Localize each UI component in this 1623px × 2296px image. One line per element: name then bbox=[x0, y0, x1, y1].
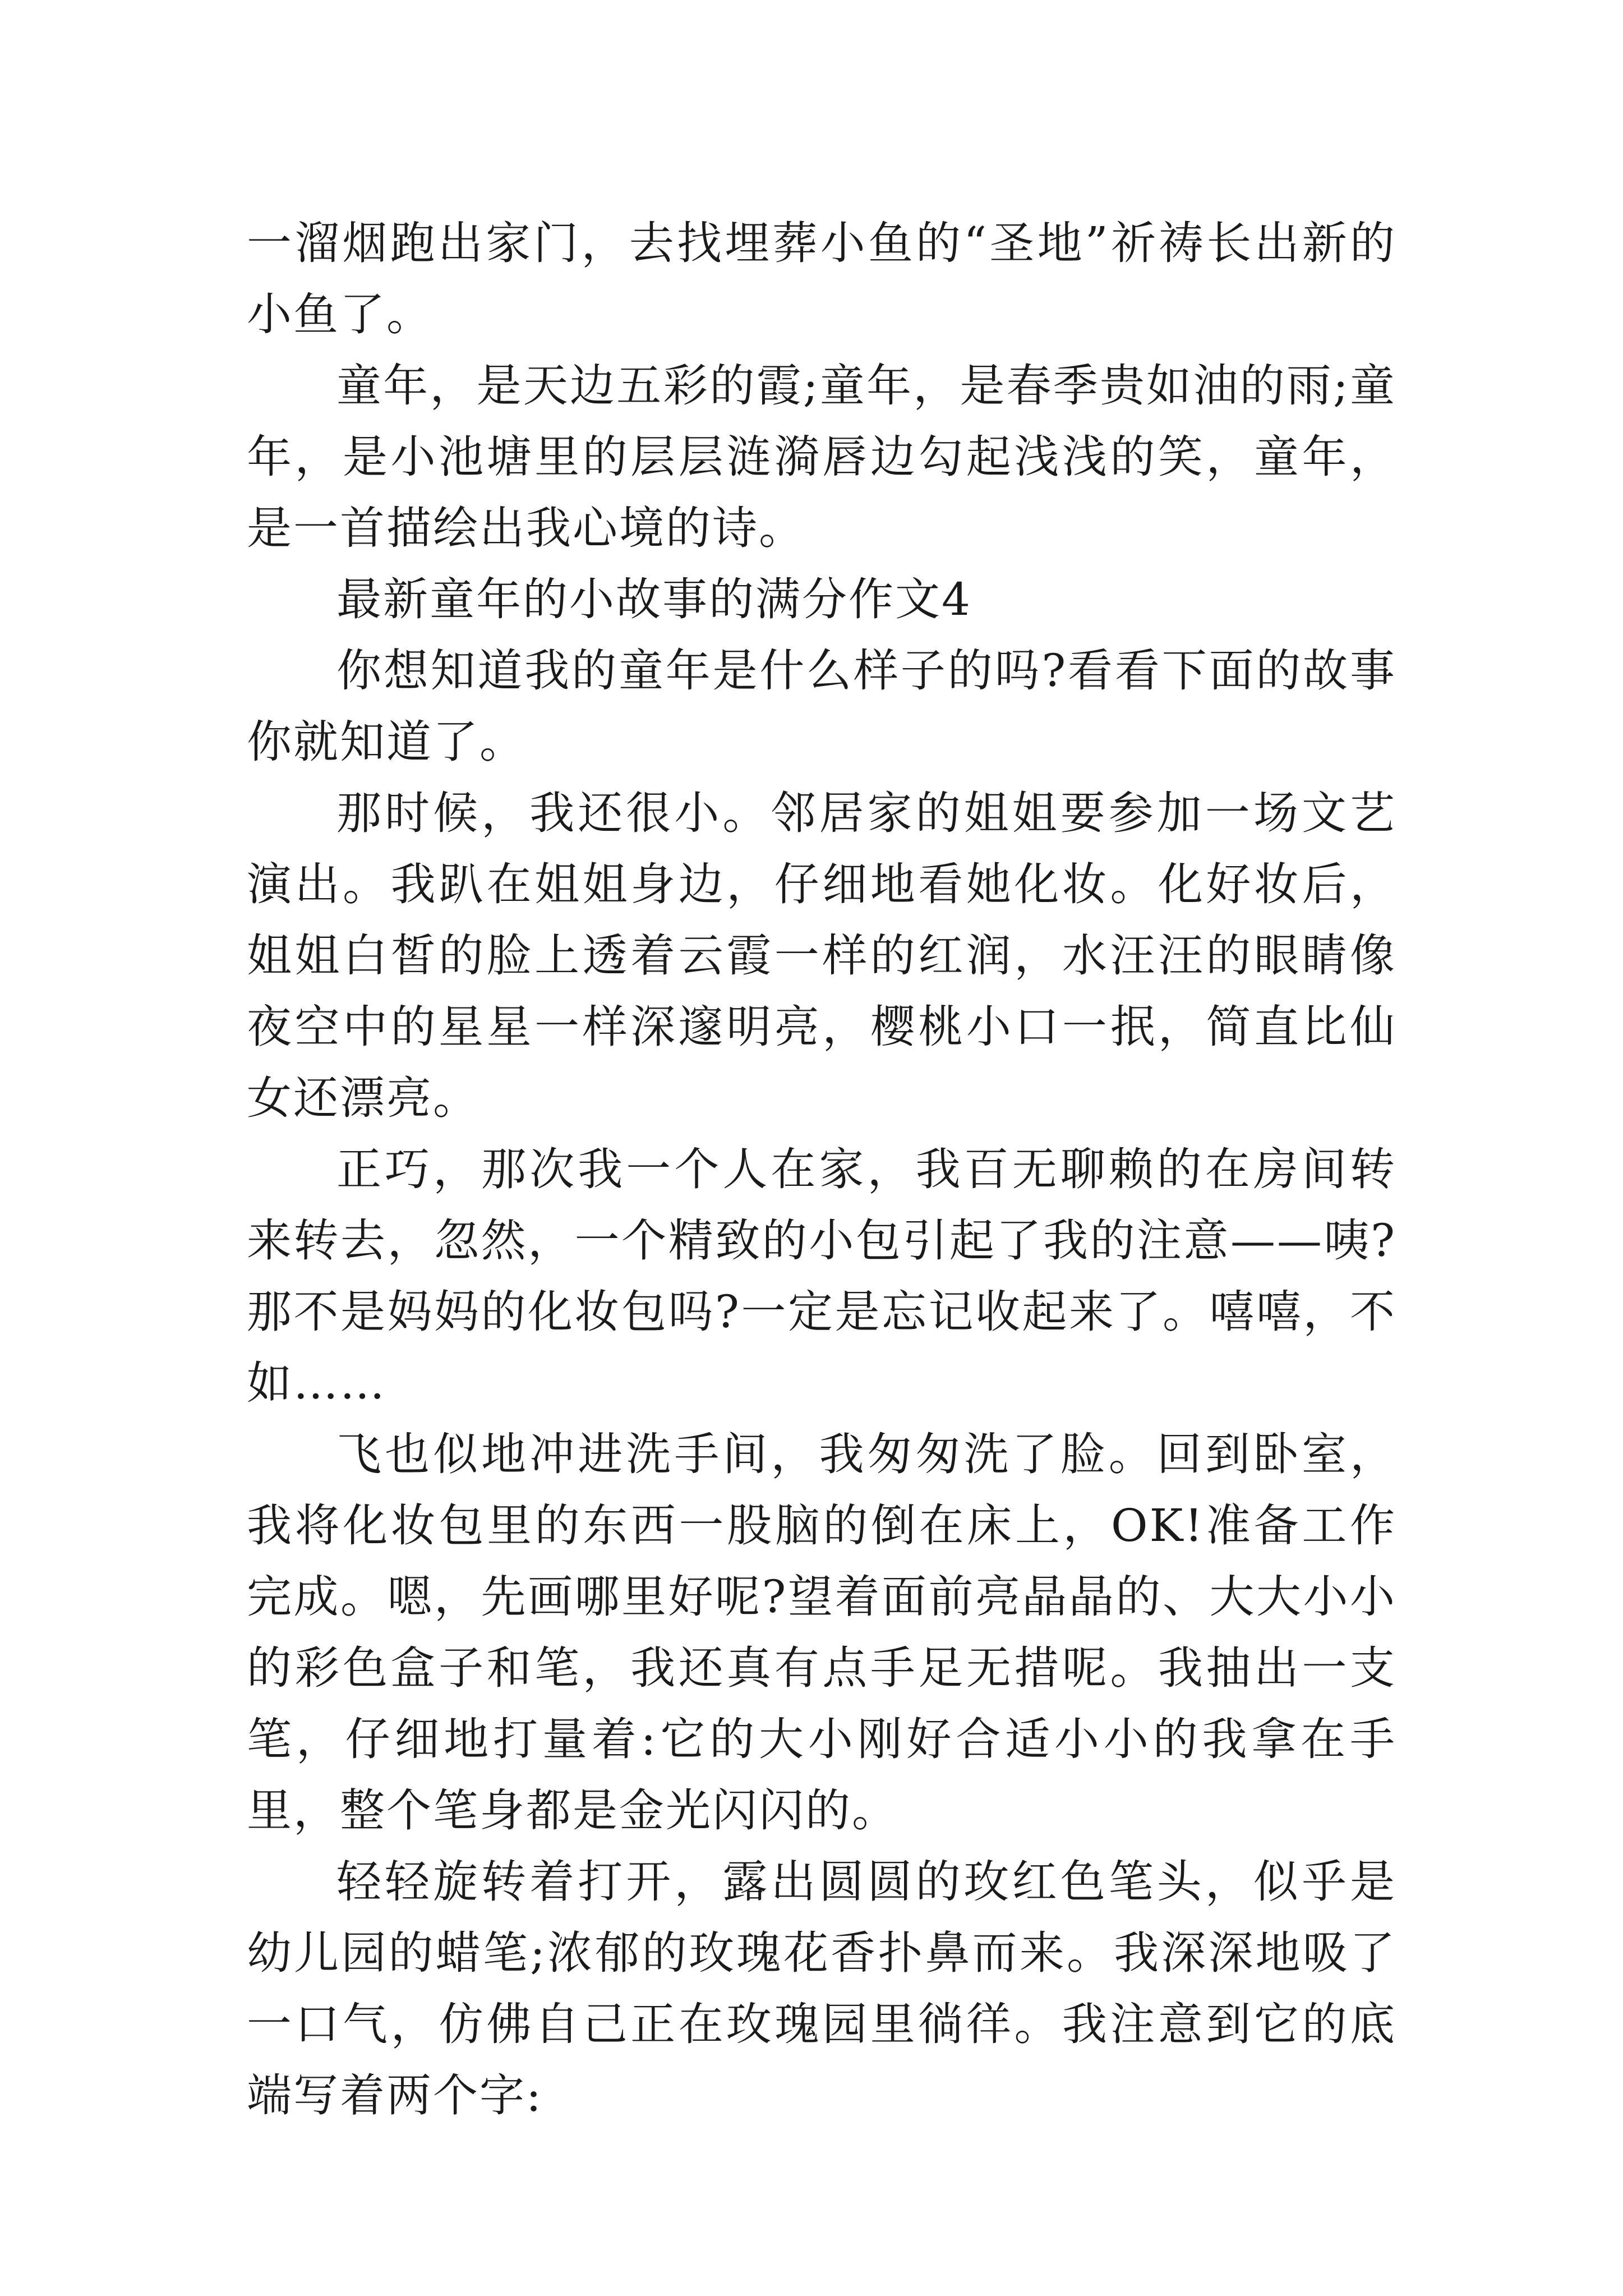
paragraph-neighbor-sister: 那时候，我还很小。邻居家的姐姐要参加一场文艺演出。我趴在姐姐身边，仔细地看她化妆。化好妆后，姐姐白皙的脸上透着云霞一样的红润，水汪汪的眼睛像夜空中的星星一样深邃明亮，樱桃小口一抿，简直比仙女还漂亮。 bbox=[247, 787, 1396, 1124]
paragraph-lipstick: 轻轻旋转着打开，露出圆圆的玫红色笔头，似乎是幼儿园的蜡笔;浓郁的玫瑰花香扑鼻而来。我深深地吸了一口气，仿佛自己正在玫瑰园里徜徉。我注意到它的底端写着两个字: bbox=[247, 1856, 1396, 2122]
document-body bbox=[247, 208, 1396, 2131]
paragraph-makeup-bag: 正巧，那次我一个人在家，我百无聊赖的在房间转来转去，忽然，一个精致的小包引起了我的注意——咦?那不是妈妈的化妆包吗?一定是忘记收起来了。嘻嘻，不如…… bbox=[247, 1143, 1396, 1409]
section-heading: 最新童年的小故事的满分作文4 bbox=[336, 573, 972, 625]
paragraph-continuation: 一溜烟跑出家门，去找埋葬小鱼的“圣地”祈祷长出新的小鱼了。 bbox=[247, 217, 1396, 341]
paragraph-intro-question: 你想知道我的童年是什么样子的吗?看看下面的故事你就知道了。 bbox=[247, 645, 1396, 768]
paragraph-childhood-metaphor: 童年，是天边五彩的霞;童年，是春季贵如油的雨;童年，是小池塘里的层层涟漪唇边勾起浅浅的笑，童年，是一首描绘出我心境的诗。 bbox=[247, 360, 1396, 554]
paragraph-preparation: 飞也似地冲进洗手间，我匆匆洗了脸。回到卧室，我将化妆包里的东西一股脑的倒在床上，OK!准备工作完成。嗯，先画哪里好呢?望着面前亮晶晶的、大大小小的彩色盒子和笔，我还真有点手足无措呢。我抽出一支笔，仔细地打量着:它的大小刚好合适小小的我拿在手里，整个笔身都是金光闪闪的。 bbox=[247, 1428, 1396, 1837]
